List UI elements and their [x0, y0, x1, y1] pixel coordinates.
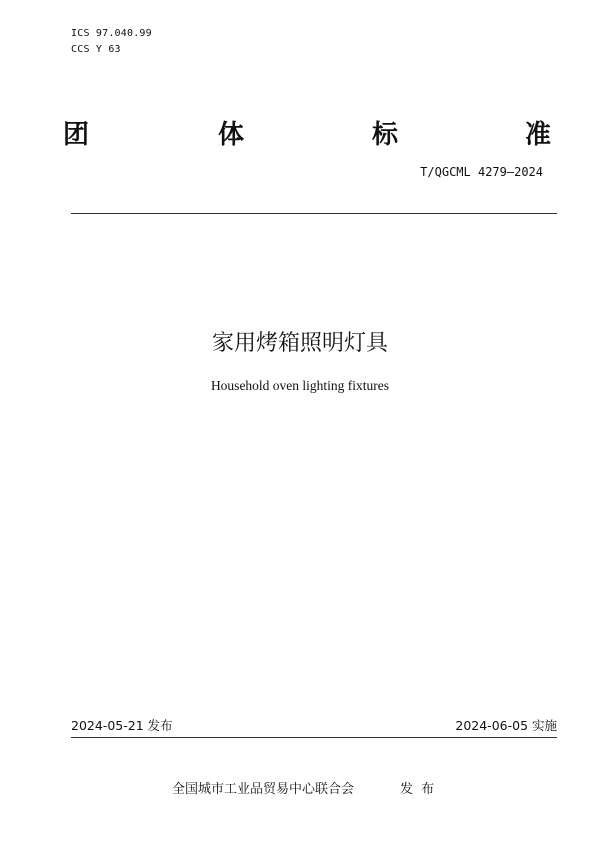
- heading-char-3: 标: [372, 120, 399, 150]
- footer-divider: [71, 737, 557, 738]
- publish-action: 发 布: [400, 782, 435, 797]
- standard-number: T/QGCML 4279—2024: [420, 165, 543, 179]
- heading-char-1: 团: [63, 120, 90, 150]
- heading-char-2: 体: [218, 120, 245, 150]
- implement-date: 2024-06-05 实施: [455, 718, 557, 733]
- publisher-name: 全国城市工业品贸易中心联合会: [172, 782, 355, 797]
- heading-char-4: 准: [525, 120, 552, 150]
- publish-date: 2024-05-21 发布: [71, 718, 173, 733]
- title-english: Household oven lighting fixtures: [210, 378, 390, 393]
- ccs-code: CCS Y 63: [71, 44, 121, 55]
- header-divider: [71, 213, 557, 214]
- ics-code: ICS 97.040.99: [71, 28, 152, 39]
- title-chinese: 家用烤箱照明灯具: [211, 331, 388, 356]
